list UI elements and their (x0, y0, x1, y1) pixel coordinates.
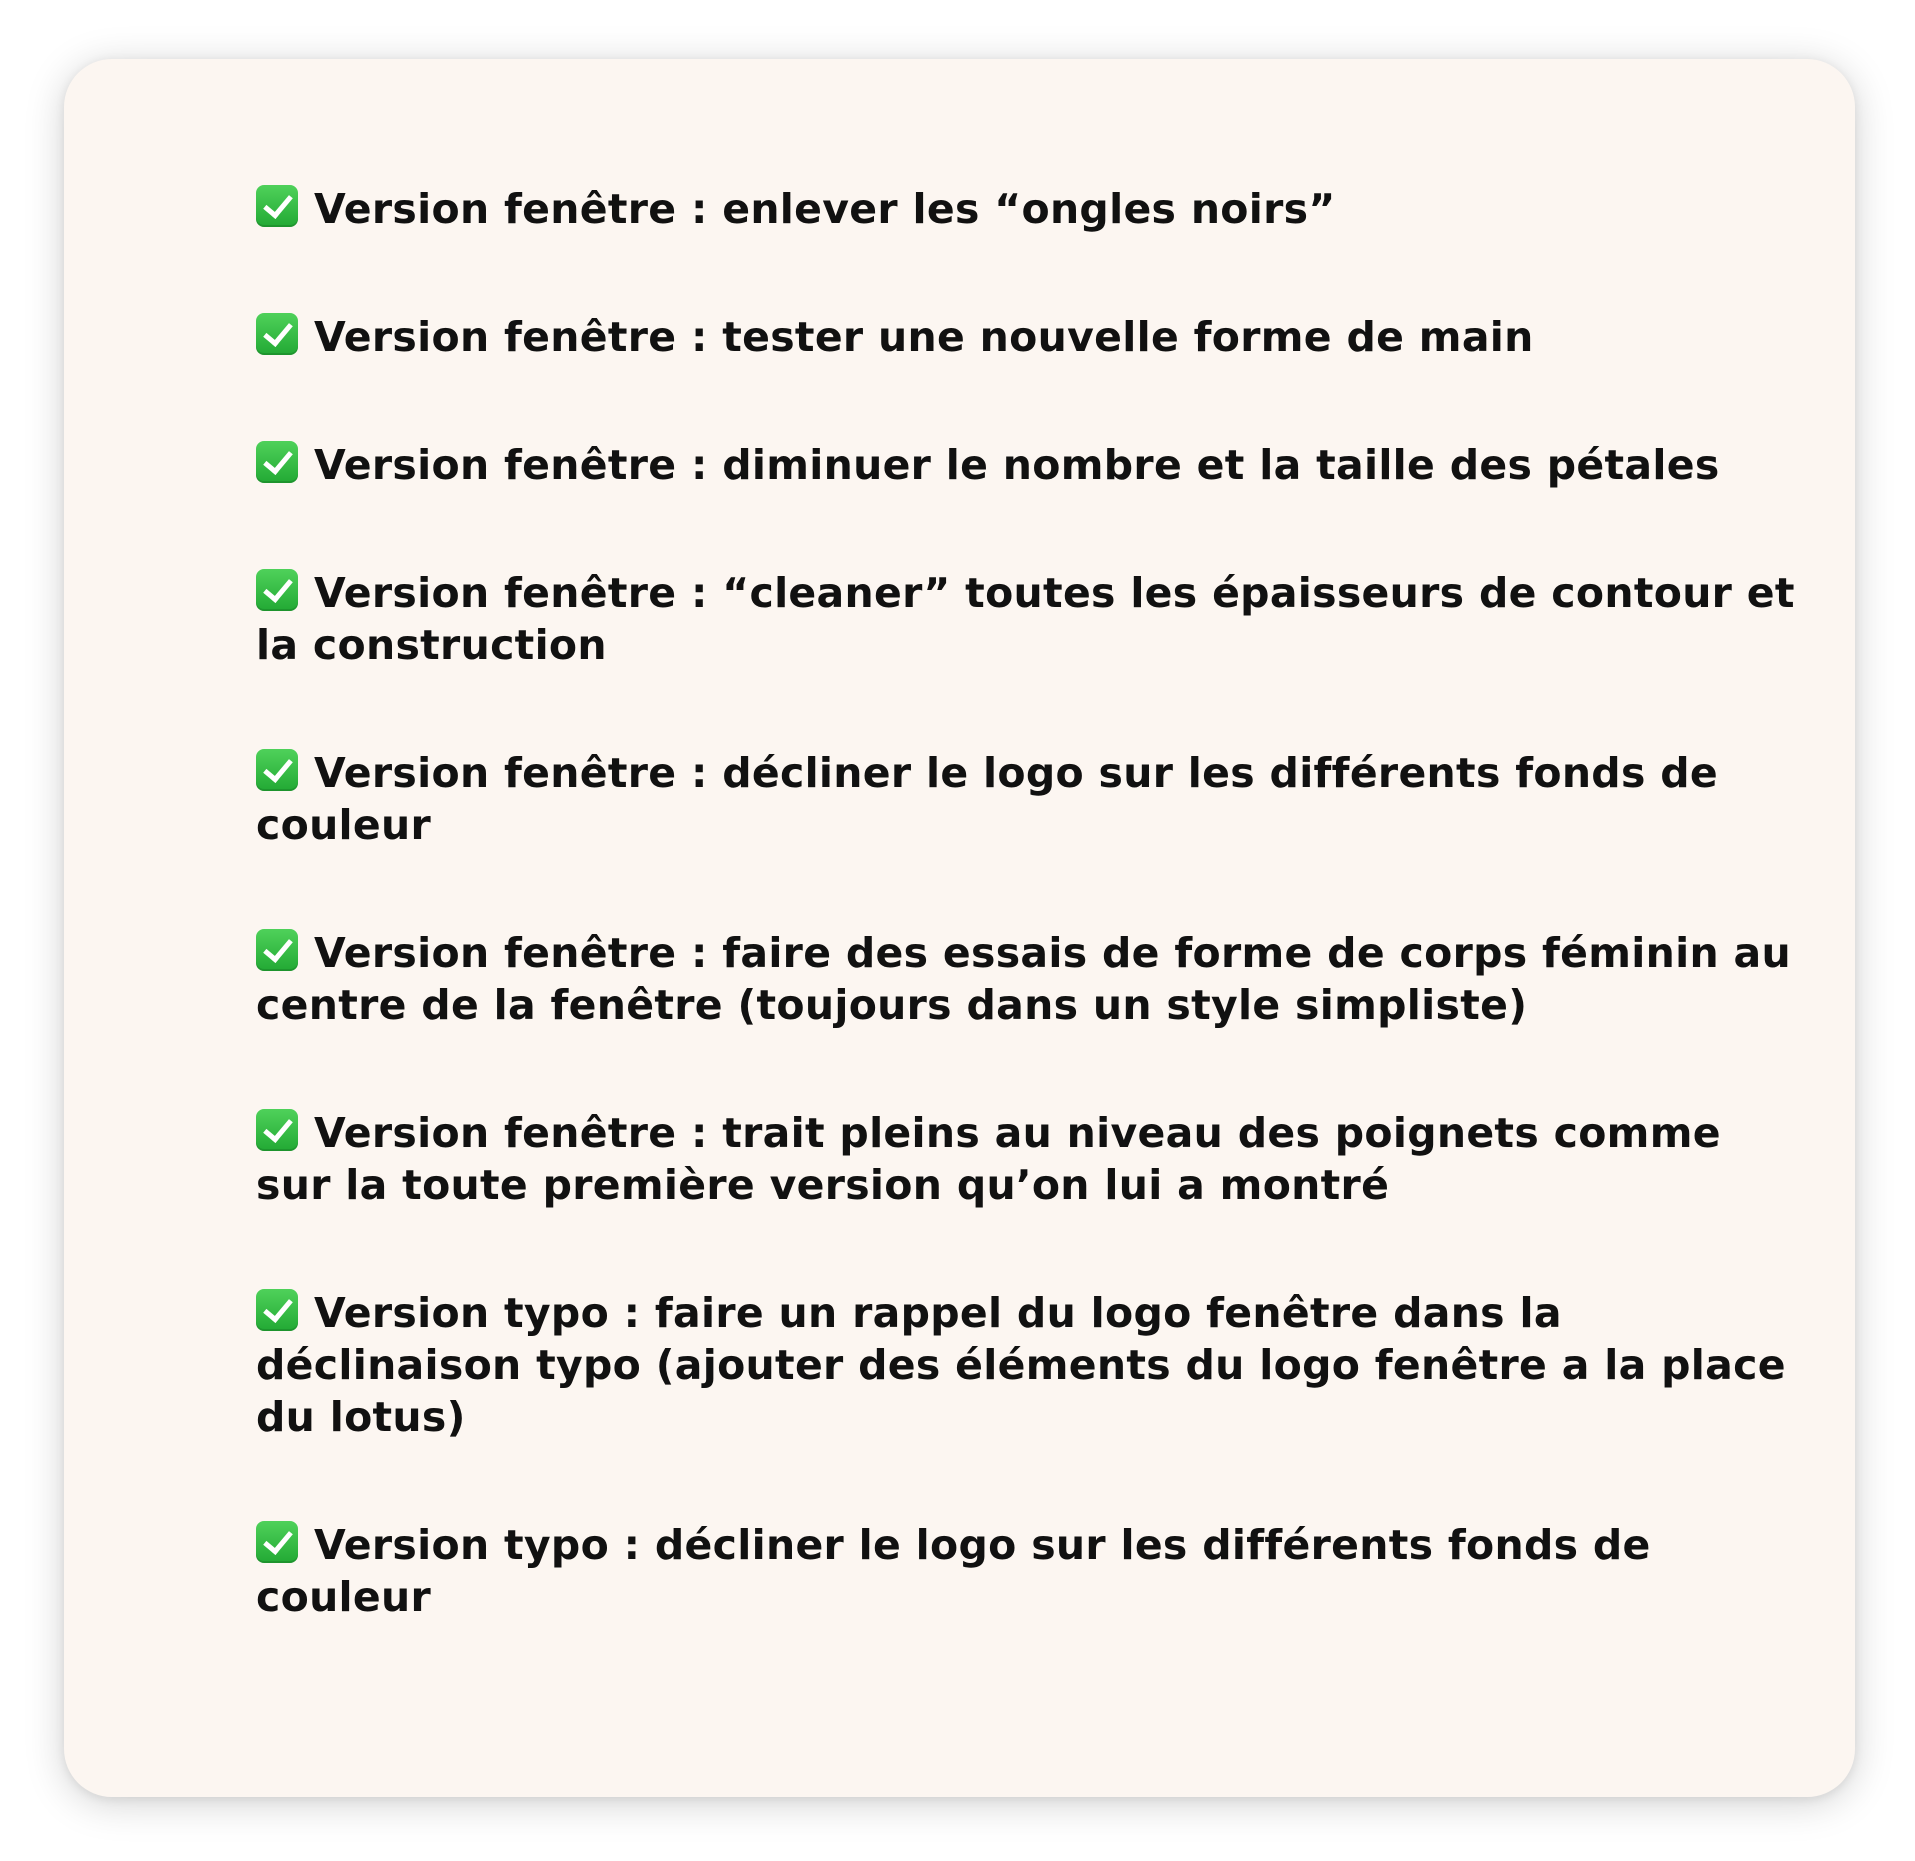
checklist-item (256, 1519, 1796, 1623)
checklist-item (256, 183, 1796, 235)
check-mark-button-icon (256, 569, 298, 611)
checklist-item (256, 747, 1796, 851)
check-mark-button-icon (256, 929, 298, 971)
check-mark-button-icon (256, 313, 298, 355)
checklist-item-text: Version fenêtre : trait pleins au niveau des poignets comme sur la toute première version qu’on lui a montré (256, 1109, 1721, 1209)
checklist (256, 183, 1796, 1623)
checklist-item-text: Version fenêtre : “cleaner” toutes les épaisseurs de contour et la construction (256, 569, 1795, 669)
checklist-item (256, 567, 1796, 671)
checklist-item-text: Version fenêtre : faire des essais de forme de corps féminin au centre de la fenêtre (toujours dans un style simpliste) (256, 929, 1792, 1029)
check-mark-button-icon (256, 1289, 298, 1331)
checklist-item-text: Version fenêtre : décliner le logo sur les différents fonds de couleur (256, 749, 1718, 849)
checklist-item (256, 1107, 1796, 1211)
checklist-item (256, 439, 1796, 491)
check-mark-button-icon (256, 1521, 298, 1563)
checklist-item-text: Version typo : décliner le logo sur les différents fonds de couleur (256, 1521, 1651, 1621)
check-mark-button-icon (256, 1109, 298, 1151)
checklist-item (256, 1287, 1796, 1443)
checklist-item (256, 311, 1796, 363)
checklist-card (64, 59, 1855, 1797)
checklist-item-text: Version fenêtre : diminuer le nombre et la taille des pétales (314, 441, 1720, 489)
checklist-item-text: Version fenêtre : enlever les “ongles noirs” (314, 185, 1336, 233)
check-mark-button-icon (256, 749, 298, 791)
checklist-item-text: Version fenêtre : tester une nouvelle forme de main (314, 313, 1534, 361)
check-mark-button-icon (256, 441, 298, 483)
checklist-item (256, 927, 1796, 1031)
check-mark-button-icon (256, 185, 298, 227)
checklist-item-text: Version typo : faire un rappel du logo fenêtre dans la déclinaison typo (ajouter des éléments du logo fenêtre a la place du lotus) (256, 1289, 1786, 1441)
